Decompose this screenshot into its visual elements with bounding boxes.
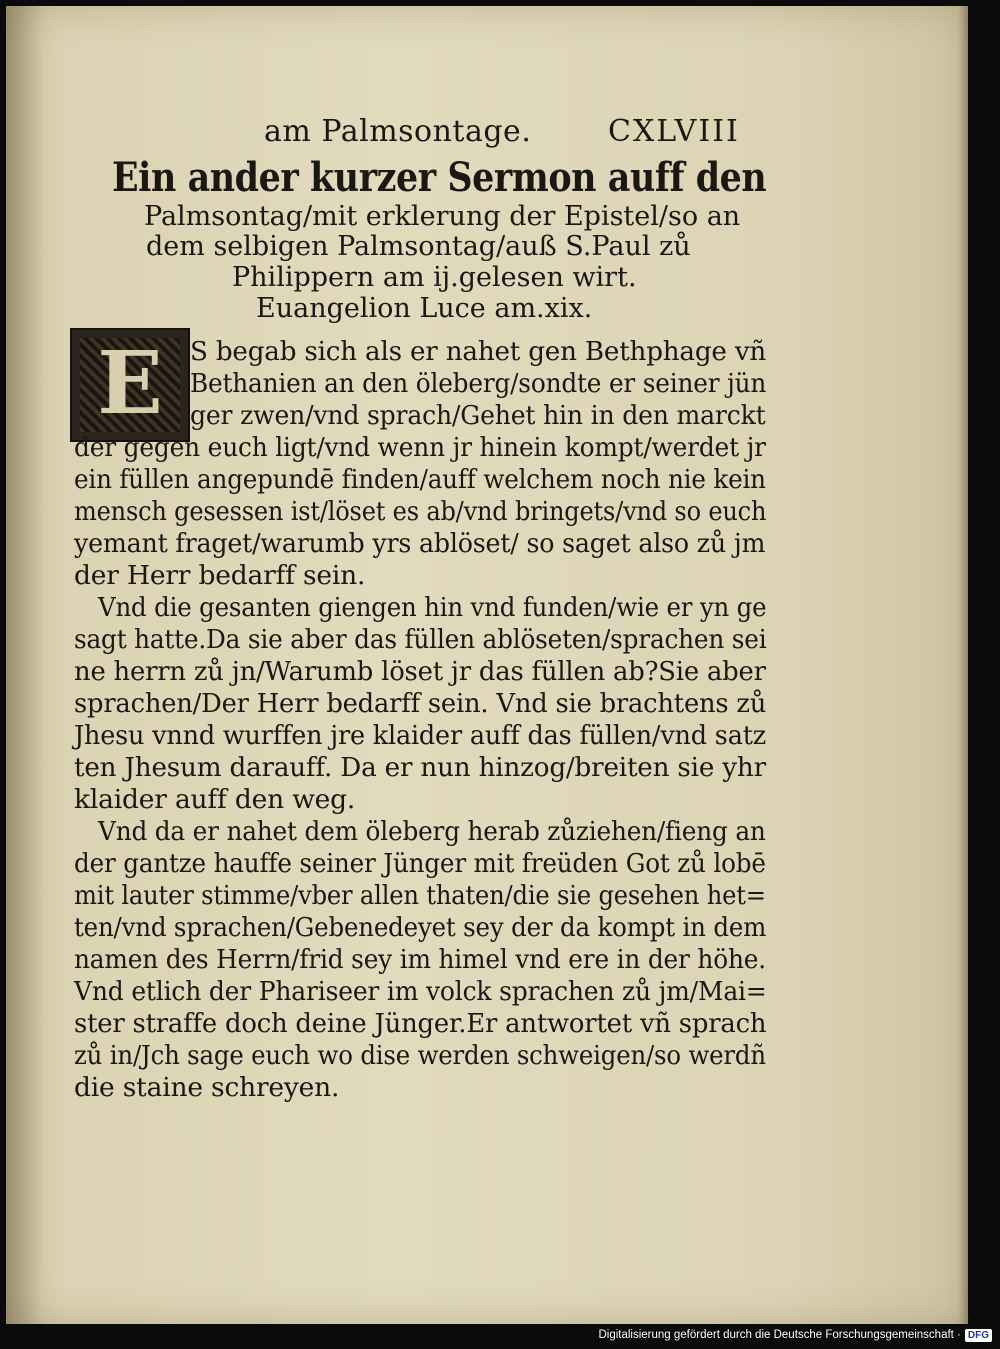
body-line: ten/vnd sprachen/Gebenedeyet sey der da kompt in dem [74, 912, 767, 943]
credit-text: Digitalisierung gefördert durch die Deutsche Forschungsgemeinschaft · [598, 1329, 961, 1341]
subtitle-line: dem selbigen Palmsontag/auß S.Paul zů [146, 231, 691, 262]
subtitle-line: Euangelion Luce am.xix. [256, 293, 593, 324]
sermon-title: Ein ander kurzer Sermon auff den [112, 154, 767, 201]
body-line: mit lauter stimme/vber allen thaten/die sie gesehen het= [74, 880, 766, 911]
body-line: Bethanien an den öleberg/sondte er seiner jün [190, 368, 767, 399]
subtitle-line: Philippern am ij.gelesen wirt. [232, 262, 637, 293]
body-line: S begab sich als er nahet gen Bethphage vñ [190, 336, 767, 367]
body-line: ein füllen angepundē finden/auff welchem noch nie kein [74, 464, 766, 495]
body-line: Vnd etlich der Phariseer im volck sprachen zů jm/Mai= [74, 976, 767, 1007]
body-line: sagt hatte.Da sie aber das füllen ablöseten/sprachen sei [74, 624, 767, 655]
dfg-logo: DFG [965, 1329, 992, 1342]
page-spine-shadow [6, 6, 44, 1324]
body-line: ster straffe doch deine Jünger.Er antwortet vñ sprach [74, 1008, 767, 1039]
page-edge-shadow [958, 6, 968, 1324]
body-line: der gegen euch ligt/vnd wenn jr hinein kompt/werdet jr [74, 432, 766, 463]
book-page [6, 6, 968, 1324]
body-line: klaider auff den weg. [74, 784, 356, 815]
body-line: ger zwen/vnd sprach/Gehet hin in den marckt [190, 400, 766, 431]
body-line: yemant fraget/warumb yrs ablöset/ so saget also zů jm [74, 528, 766, 559]
body-line: Vnd die gesanten giengen hin vnd funden/wie er yn ge [98, 592, 767, 623]
body-line: der gantze hauffe seiner Jünger mit freüden Got zů lobē [74, 848, 766, 879]
body-line: ne herrn zů jn/Warumb löset jr das füllen ab?Sie aber [74, 656, 766, 687]
body-line: ten Jhesum darauff. Da er nun hinzog/breiten sie yhr [74, 752, 766, 783]
body-line: der Herr bedarff sein. [74, 560, 366, 591]
folio-number: CXLVIII [608, 114, 740, 149]
running-head: am Palmsontage. [264, 114, 532, 149]
body-line: sprachen/Der Herr bedarff sein. Vnd sie brachtens zů [74, 688, 767, 719]
initial-letter: E [97, 333, 163, 434]
digitization-credit [598, 1325, 992, 1345]
subtitle-line: Palmsontag/mit erklerung der Epistel/so an [144, 201, 741, 232]
body-line: Jhesu vnnd wurffen jre klaider auff das füllen/vnd satz [74, 720, 767, 751]
decorated-initial [70, 328, 190, 442]
body-line: mensch gesessen ist/löset es ab/vnd bringets/vnd so euch [74, 496, 767, 527]
body-line: Vnd da er nahet dem öleberg herab zůziehen/fieng an [98, 816, 766, 847]
body-line: die staine schreyen. [74, 1072, 340, 1103]
body-line: zů in/Jch sage euch wo dise werden schweigen/so werdñ [74, 1040, 766, 1071]
body-line: namen des Herrn/frid sey im himel vnd ere in der höhe. [74, 944, 766, 975]
